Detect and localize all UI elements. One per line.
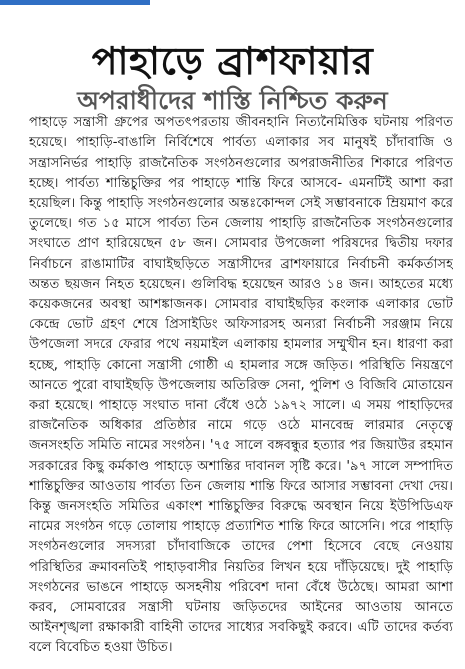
subheadline: অপরাধীদের শাস্তি নিশ্চিত করুন [77,85,388,115]
headline: পাহাড়ে ব্রাশফায়ার [91,38,374,84]
article-body: পাহাড়ে সন্ত্রাসী গ্রুপের অপতৎপরতায় জীবনহানি নিত্যনৈমিত্তিক ঘটনায় পরিণত হয়েছে। পাহাড়ি-বাঙালি নির্বিশেষে পার্বত্য এলাকার সব মানুষই চাঁদাবাজি ও সন্ত্রাসনির্ভর পাহাড়ি রাজনৈতিক সংগঠনগুলোর অপরাজনীতির শিকারে পরিণত হচ্ছে। পার্বত্য শান্তিচুক্তির পর পাহাড়ে শান্তি ফিরে আসবে- এমনটিই আশা করা হয়েছিল। কিন্তু পাহাড়ি সংগঠনগুলোর অন্তঃকোন্দল সেই সম্ভাবনাকে ম্রিয়মাণ করে তুলেছে। গত ১৫ মাসে পার্বত্য তিন জেলায় পাহাড়ি রাজনৈতিক সংগঠনগুলোর সংঘাতে প্রাণ হারিয়েছেন ৫৮ জন। সোমবার উপজেলা পরিষদের দ্বিতীয় দফার নির্বাচনে রাঙামাটির বাঘাইছড়িতে সন্ত্রাসীদের ব্রাশফায়ারে নির্বাচনী কর্মকর্তাসহ অন্তত ছয়জন নিহত হয়েছেন। গুলিবিদ্ধ হয়েছেন আরও ১৪ জন। আহতের মধ্যে কয়েকজনের অবস্থা আশঙ্কাজনক। সোমবার বাঘাইছড়ির কংলাক এলাকার ভোট কেন্দ্রে ভোট গ্রহণ শেষে প্রিসাইডিং অফিসারসহ অন্যরা নির্বাচনী সরঞ্জাম নিয়ে উপজেলা সদরে ফেরার পথে নয়মাইল এলাকায় হামলার সম্মুখীন হন। ধারণা করা হচ্ছে, পাহাড়ি কোনো সন্ত্রাসী গোষ্ঠী এ হামলার সঙ্গে জড়িত। পরিস্থিতি নিয়ন্ত্রণে আনতে পুরো বাঘাইছড়ি উপজেলায় অতিরিক্ত সেনা, পুলিশ ও বিজিবি মোতায়েন করা হয়েছে। পাহাড়ে সংঘাত দানা বেঁধে ওঠে ১৯৭২ সালে। এ সময় পাহাড়িদের রাজনৈতিক অধিকার প্রতিষ্ঠার নামে গড়ে ওঠে মানবেন্দ্র লারমার নেতৃত্বে জনসংহতি সমিতি নামের সংগঠন। '৭৫ সালে বঙ্গবন্ধুর হত্যার পর জিয়াউর রহমান সরকারের কিছু কর্মকাণ্ড পাহাড়ে অশান্তির দাবানল সৃষ্টি করে। '৯৭ সালে সম্পাদিত শান্তিচুক্তির আওতায় পার্বত্য তিন জেলায় শান্তি ফিরে আসার সম্ভাবনা দেখা দেয়। কিন্তু জনসংহতি সমিতির একাংশ শান্তিচুক্তির বিরুদ্ধে অবস্থান নিয়ে ইউপিডিএফ নামের সংগঠন গড়ে তোলায় পাহাড়ে প্রত্যাশিত শান্তি ফিরে আসেনি। পরে পাহাড়ি সংগঠনগুলোর সদস্যরা চাঁদাবাজিকে তাদের পেশা হিসেবে বেছে নেওয়ায় পরিস্থিতির ক্রমাবনতিই পাহাড়বাসীর নিয়তির লিখন হয়ে দাঁড়িয়েছে। দুই পাহাড়ি সংগঠনের ভাঙনে পাহাড়ে অসহনীয় পরিবেশ দানা বেঁধে উঠেছে। আমরা আশা করব, সোমবারের সন্ত্রাসী ঘটনায় জড়িতদের আইনের আওতায় আনতে আইনশৃঙ্খলা রক্ষাকারী বাহিনী তাদের সাধ্যের সবকিছুই করবে। এটি তাদের কর্তব্য বলে বিবেচিত হওয়া উচিত। [29,115,453,656]
top-accent-bar [0,0,150,5]
